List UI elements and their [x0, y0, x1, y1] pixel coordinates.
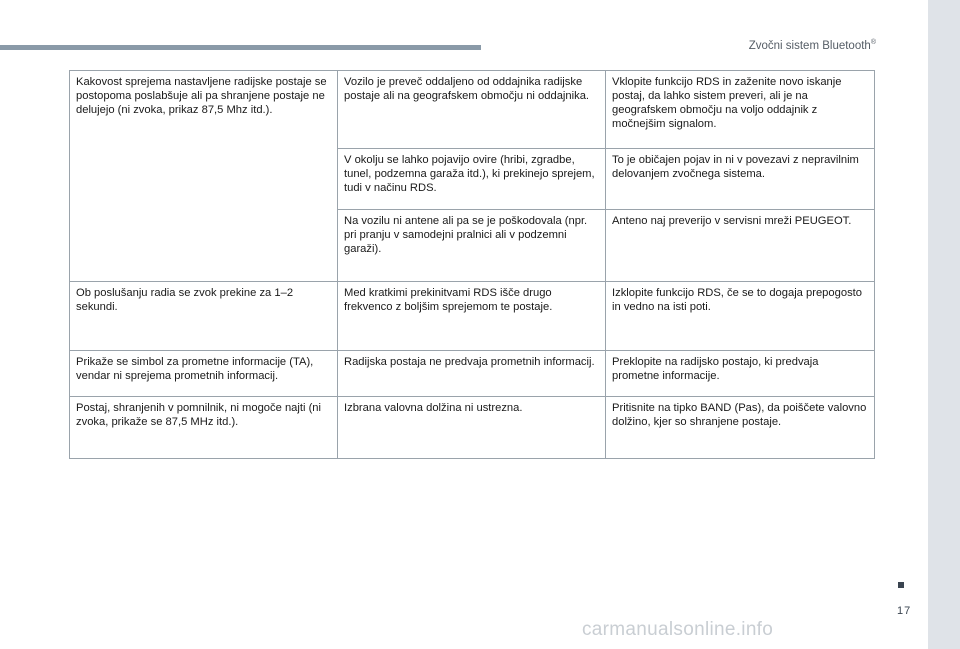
cause-cell: Na vozilu ni antene ali pa se je poškodovala (npr. pri pranju v samodejni pralnici ali v podzemni garaži).	[338, 210, 606, 282]
cause-cell: Izbrana valovna dolžina ni ustrezna.	[338, 397, 606, 459]
cause-cell: Med kratkimi prekinitvami RDS išče drugo frekvenco z boljšim sprejemom te postaje.	[338, 282, 606, 351]
troubleshooting-table	[69, 70, 875, 459]
watermark: carmanualsonline.info	[582, 619, 774, 640]
table-row	[70, 351, 875, 397]
solution-cell: To je običajen pojav in ni v povezavi z nepravilnim delovanjem zvočnega sistema.	[606, 149, 875, 210]
solution-cell: Anteno naj preverijo v servisni mreži PEUGEOT.	[606, 210, 875, 282]
running-header	[749, 39, 876, 52]
solution-cell: Izklopite funkcijo RDS, če se to dogaja prepogosto in vedno na isti poti.	[606, 282, 875, 351]
solution-cell: Vklopite funkcijo RDS in zaženite novo iskanje postaj, da lahko sistem preveri, ali je na geografskem območju na voljo oddajnik z močnejšim signalom.	[606, 71, 875, 149]
running-header-title: Zvočni sistem Bluetooth	[748, 39, 871, 52]
cause-cell: V okolju se lahko pojavijo ovire (hribi, zgradbe, tunel, podzemna garaža itd.), ki prekinejo sprejem, tudi v načinu RDS.	[338, 149, 606, 210]
cause-cell: Vozilo je preveč oddaljeno od oddajnika radijske postaje ali na geografskem območju ni oddajnika.	[338, 71, 606, 149]
table-row	[70, 71, 875, 149]
problem-cell: Ob poslušanju radia se zvok prekine za 1–2 sekundi.	[70, 282, 338, 351]
solution-cell: Preklopite na radijsko postajo, ki predvaja prometne informacije.	[606, 351, 875, 397]
page-number: 17	[897, 605, 912, 617]
header-accent-bar	[0, 45, 481, 50]
solution-cell: Pritisnite na tipko BAND (Pas), da poiščete valovno dolžino, kjer so shranjene postaje.	[606, 397, 875, 459]
table-row	[70, 397, 875, 459]
problem-cell: Kakovost sprejema nastavljene radijske postaje se postopoma poslabšuje ali pa shranjene postaje ne delujejo (ni zvoka, prikaz 87,5 Mhz itd.).	[70, 71, 338, 282]
problem-cell: Postaj, shranjenih v pomnilnik, ni mogoče najti (ni zvoka, prikaže se 87,5 MHz itd.).	[70, 397, 338, 459]
registered-mark: ®	[870, 39, 876, 46]
table-row	[70, 282, 875, 351]
page-marker	[898, 582, 904, 588]
cause-cell: Radijska postaja ne predvaja prometnih informacij.	[338, 351, 606, 397]
problem-cell: Prikaže se simbol za prometne informacije (TA), vendar ni sprejema prometnih informacij.	[70, 351, 338, 397]
side-strip	[928, 0, 960, 649]
